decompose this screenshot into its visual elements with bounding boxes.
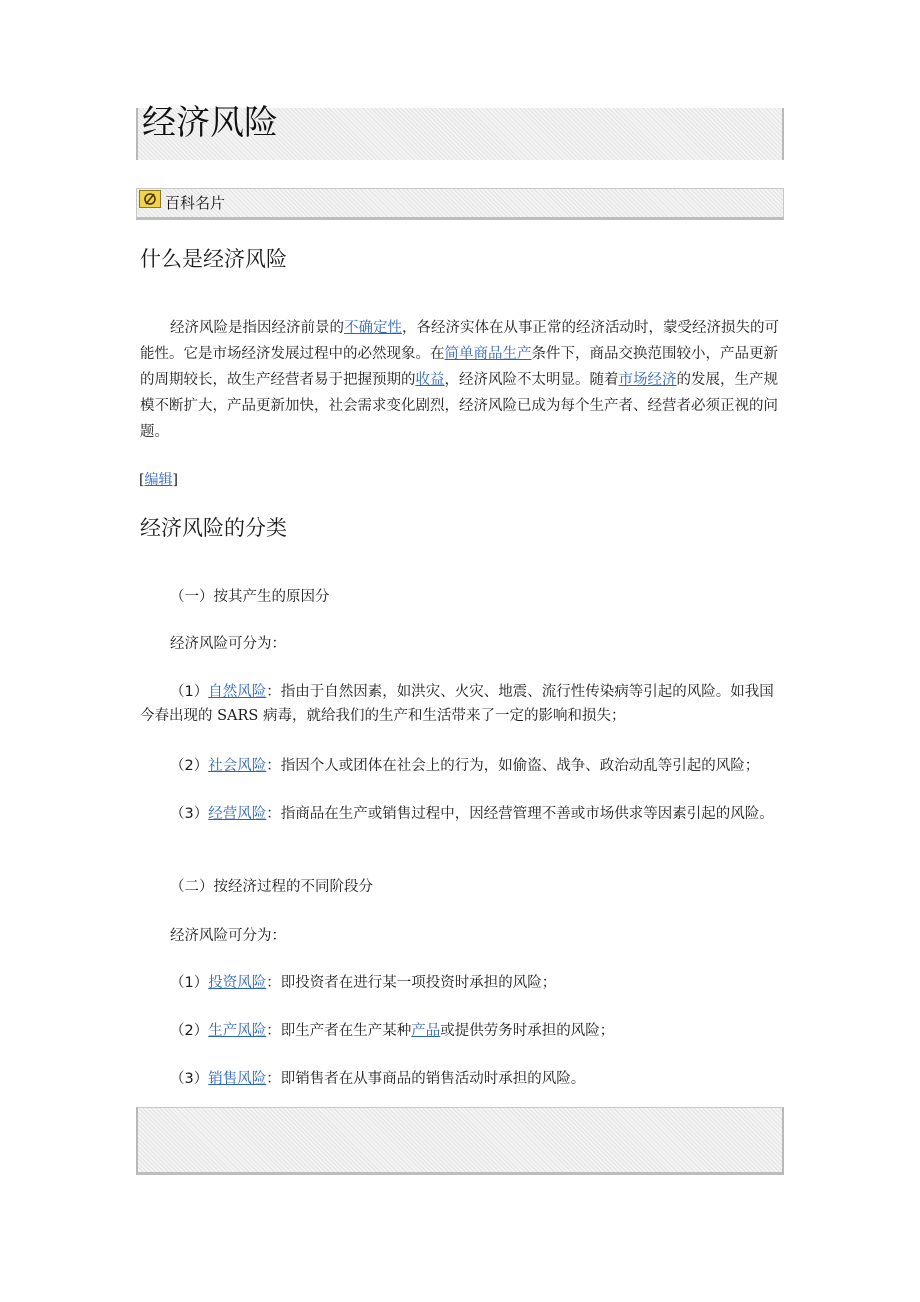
item-production-risk <box>140 1019 782 1043</box>
baike-card-header <box>136 188 784 220</box>
section-heading-what-is: 什么是经济风险 <box>140 247 287 271</box>
link-business-risk[interactable]: 经营风险 <box>208 806 267 822</box>
item-text: ：即投资者在进行某一项投资时承担的风险； <box>266 975 557 991</box>
link-simple-commodity-production[interactable]: 简单商品生产 <box>444 346 532 362</box>
link-production-risk[interactable]: 生产风险 <box>208 1023 267 1039</box>
group2-title: （二）按经济过程的不同阶段分 <box>170 879 373 895</box>
bracket-close: ] <box>172 472 178 488</box>
intro-text: ，各经济实体在从事正常的经济活动时，蒙受经济损失的可能性。它是市场经济发展过程中的必然现象。在 <box>140 320 779 362</box>
link-market-economy[interactable]: 市场经济 <box>618 372 677 388</box>
item-text: ：指商品在生产或销售过程中，因经营管理不善或市场供求等因素引起的风险。 <box>266 806 774 822</box>
item-text: ：即销售者在从事商品的销售活动时承担的风险。 <box>266 1071 586 1087</box>
item-number: （2） <box>170 758 209 774</box>
edit-link[interactable]: 编辑 <box>144 472 173 488</box>
link-social-risk[interactable]: 社会风险 <box>208 758 267 774</box>
item-natural-risk <box>140 680 782 728</box>
item-text: ：即生产者在生产某种 <box>266 1023 412 1039</box>
intro-text: 的发展，生产规模不断扩大，产品更新加快，社会需求变化剧烈，经济风险已成为每个生产者、经营者必须正视的问题。 <box>140 372 778 440</box>
baike-card-icon <box>139 190 161 208</box>
intro-text: 经济风险是指因经济前景的 <box>170 320 344 336</box>
edit-link-wrapper <box>139 470 178 490</box>
link-sales-risk[interactable]: 销售风险 <box>208 1071 267 1087</box>
item-number: （1） <box>170 684 209 700</box>
link-natural-risk[interactable]: 自然风险 <box>208 684 267 700</box>
item-number: （3） <box>170 806 209 822</box>
page-title: 经济风险 <box>142 103 278 143</box>
card-label: 百科名片 <box>165 194 226 212</box>
link-investment-risk[interactable]: 投资风险 <box>208 975 267 991</box>
bottom-panel <box>136 1107 784 1175</box>
intro-text: 条件下，商品交换范围较小，产品更新的周期较长，故生产经营者易于把握预期的 <box>140 346 778 388</box>
item-text: ：指由于自然因素，如洪灾、火灾、地震、流行性传染病等引起的风险。如我国今春出现的 SARS 病毒，就给我们的生产和生活带来了一定的影响和损失； <box>140 684 774 724</box>
item-number: （1） <box>170 975 209 991</box>
bracket-open: [ <box>139 472 145 488</box>
intro-paragraph <box>140 315 780 445</box>
intro-text: ，经济风险不太明显。随着 <box>444 372 619 388</box>
item-business-risk <box>140 802 782 826</box>
title-box <box>136 103 784 160</box>
group1-intro: 经济风险可分为： <box>170 636 286 652</box>
item-text: ：指因个人或团体在社会上的行为，如偷盗、战争、政治动乱等引起的风险； <box>266 758 760 774</box>
item-number: （3） <box>170 1071 209 1087</box>
link-product[interactable]: 产品 <box>411 1023 441 1039</box>
link-income[interactable]: 收益 <box>415 372 445 388</box>
group1-title: （一）按其产生的原因分 <box>170 589 330 605</box>
item-number: （2） <box>170 1023 209 1039</box>
section-heading-classification: 经济风险的分类 <box>140 516 287 540</box>
item-investment-risk <box>140 971 782 995</box>
group2-intro: 经济风险可分为： <box>170 928 286 944</box>
link-uncertainty[interactable]: 不确定性 <box>344 320 402 336</box>
item-social-risk <box>140 754 782 778</box>
item-sales-risk <box>140 1067 782 1091</box>
item-text: 或提供劳务时承担的风险； <box>440 1023 615 1039</box>
